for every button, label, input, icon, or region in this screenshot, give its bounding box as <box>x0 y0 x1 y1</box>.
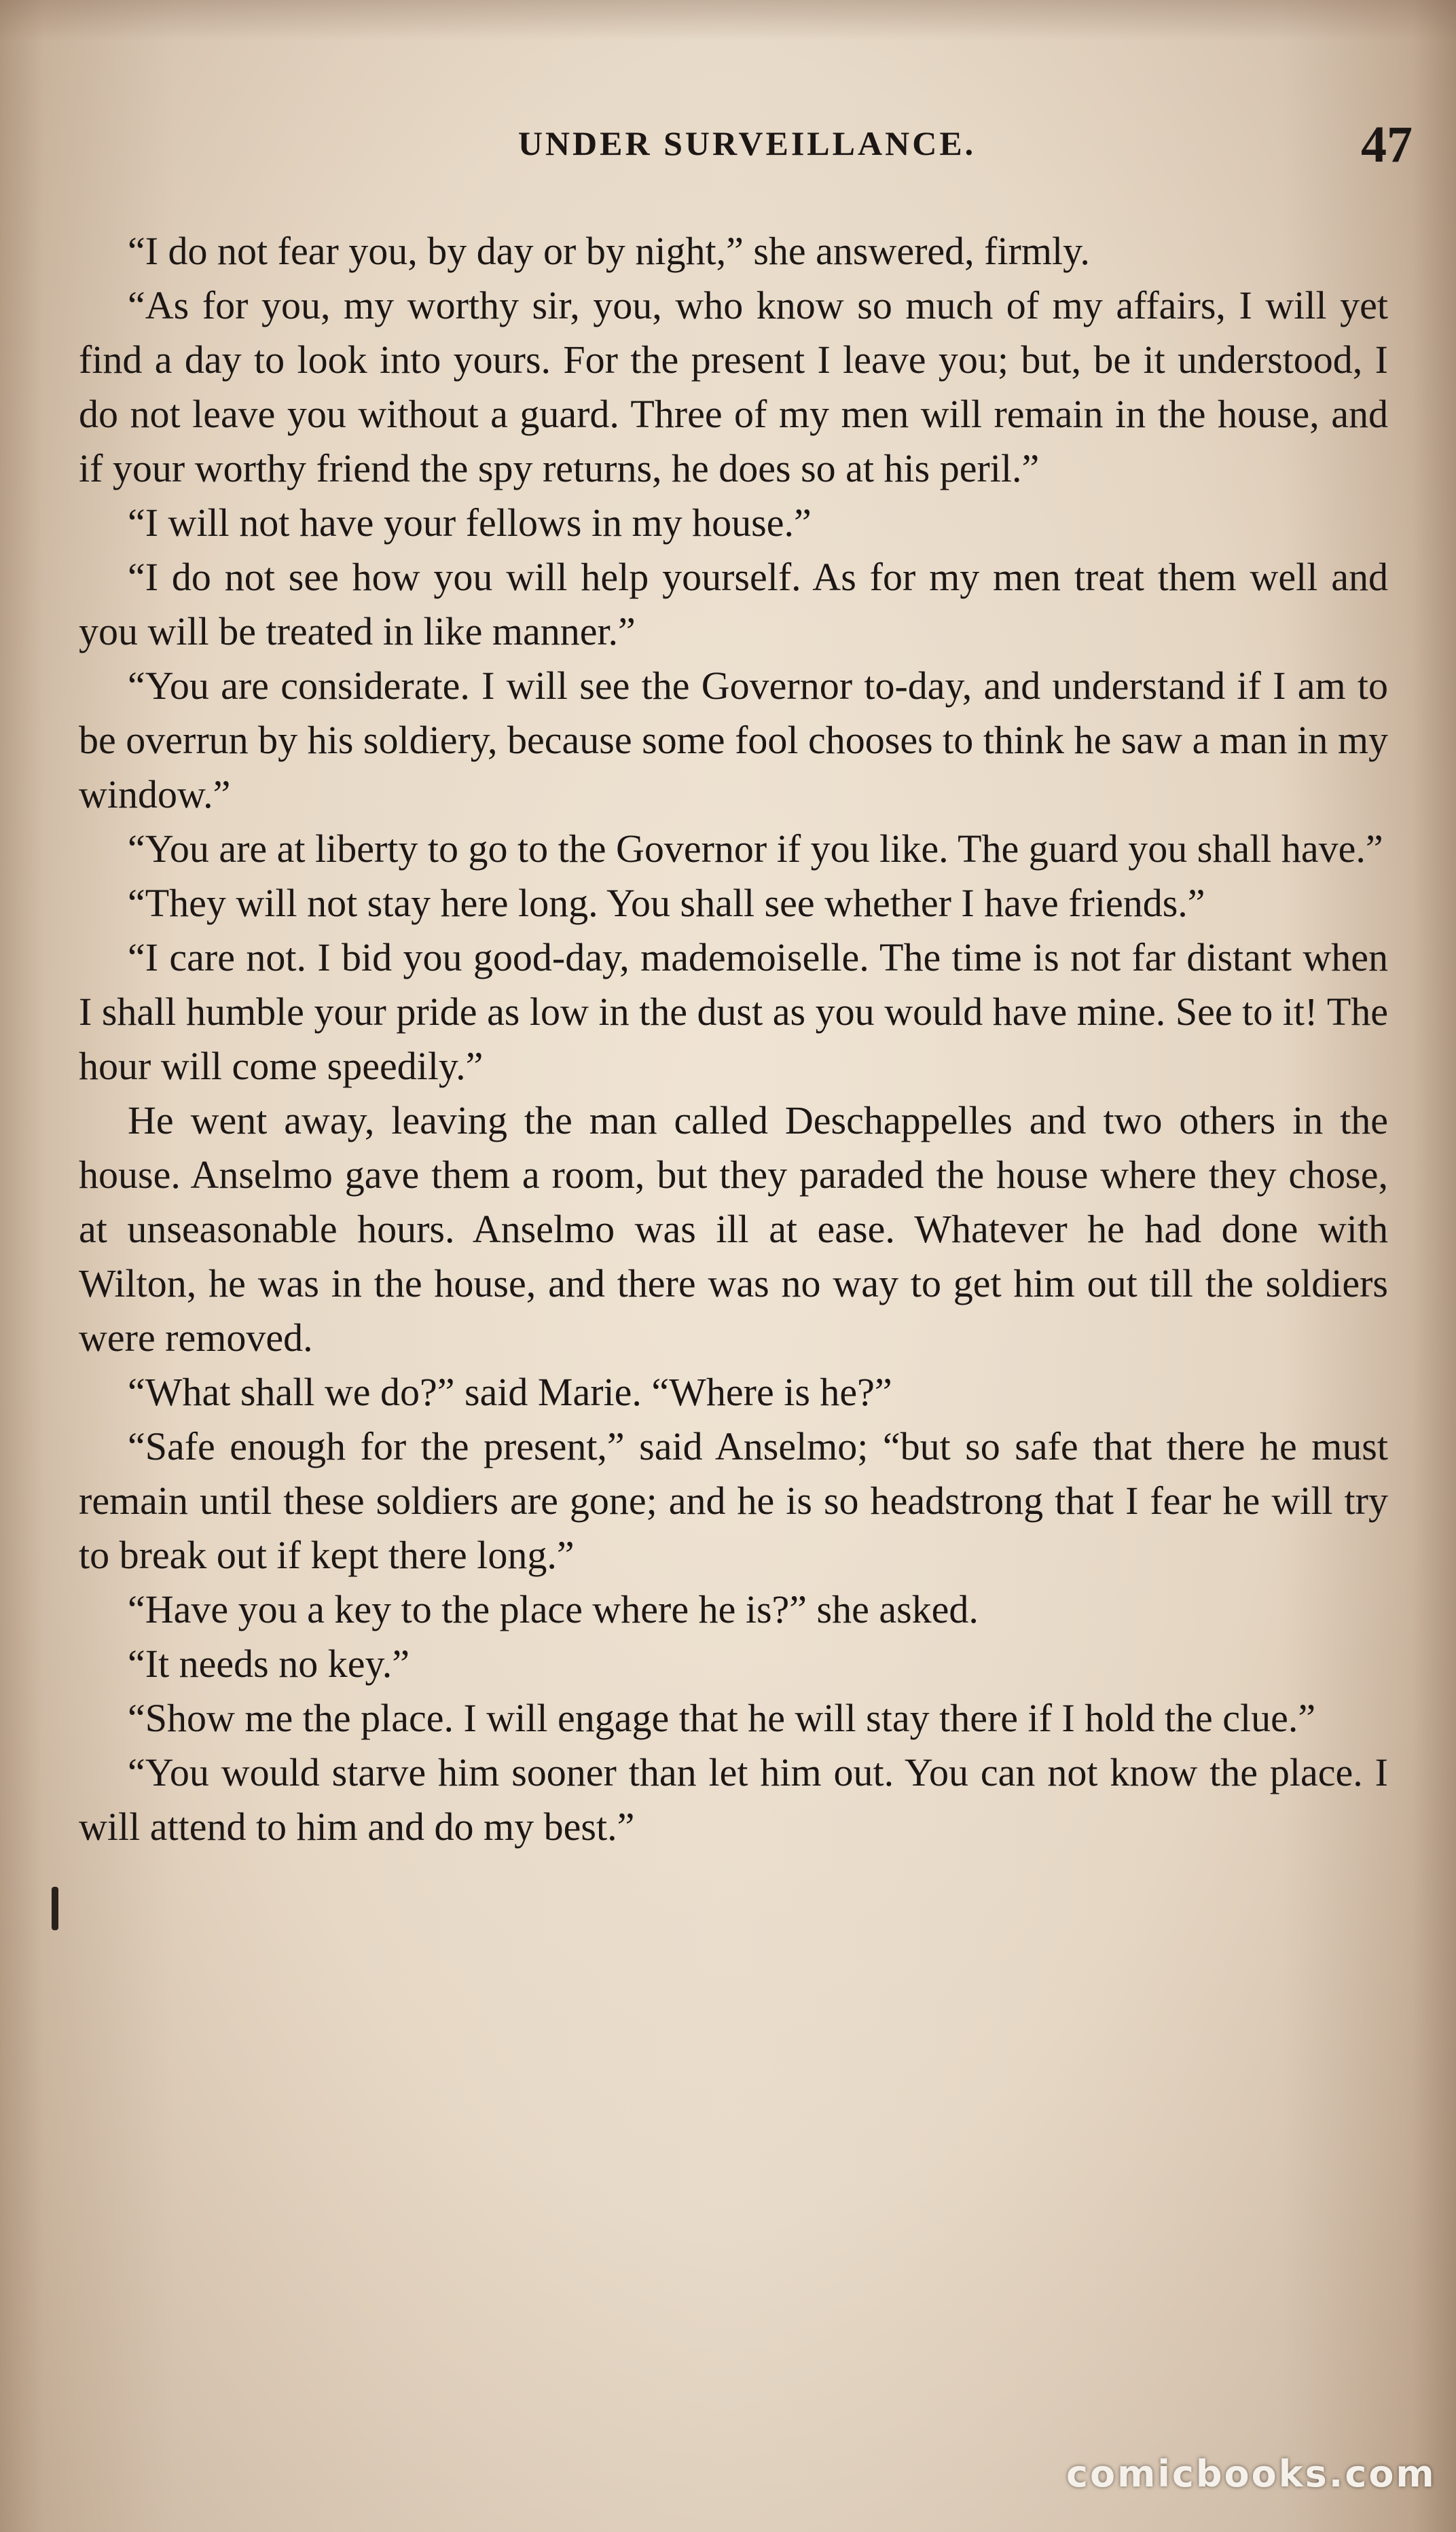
body-text <box>79 224 1388 2384</box>
paragraph: “It needs no key.” <box>128 1642 410 1686</box>
page-shadow <box>0 0 1456 41</box>
paragraph: “What shall we do?” said Marie. “Where is he?” <box>128 1370 892 1414</box>
paragraph: “You would starve him sooner than let him out. You can not know the place. I will attend to him and do my best.” <box>79 1750 1388 1849</box>
paragraph: “I do not fear you, by day or by night,” she answered, firmly. <box>128 229 1090 273</box>
page-number: 47 <box>1361 116 1413 173</box>
paragraph: “They will not stay here long. You shall see whether I have friends.” <box>128 881 1205 925</box>
margin-mark <box>52 1887 58 1930</box>
paragraph: “I care not. I bid you good-day, mademoiselle. The time is not far distant when I shall humble your pride as low in the dust as you would have mine. See to it! The hour will come speedily.” <box>79 935 1388 1088</box>
watermark: comicbooks.com <box>1066 2453 1436 2495</box>
paragraph: “You are at liberty to go to the Governor if you like. The guard you shall have.” <box>128 827 1383 871</box>
running-head: UNDER SURVEILLANCE. <box>517 124 977 162</box>
page-header <box>0 116 1456 174</box>
paragraph: “I do not see how you will help yourself. As for my men treat them well and you will be treated in like manner.” <box>79 555 1388 653</box>
paragraph: “I will not have your fellows in my house.” <box>128 501 812 545</box>
paragraph: “As for you, my worthy sir, you, who know so much of my affairs, I will yet find a day to look into yours. For the present I leave you; but, be it understood, I do not leave you without a guard. Three of my men will remain in the house, and if your worthy friend the spy returns, he does so at his peril.” <box>79 283 1388 490</box>
paragraph: “Show me the place. I will engage that he will stay there if I hold the clue.” <box>128 1696 1316 1740</box>
paragraph: “Have you a key to the place where he is?” she asked. <box>128 1587 979 1631</box>
paragraph: He went away, leaving the man called Deschappelles and two others in the house. Anselmo gave them a room, but they paraded the house where they chose, at unseasonable hours. Anselmo was ill at ease. Whatever he had done with Wilton, he was in the house, and there was no way to get him out till the soldiers were removed. <box>79 1098 1388 1360</box>
paragraph: “You are considerate. I will see the Governor to-day, and understand if I am to be overrun by his soldiery, because some fool chooses to think he saw a man in my window.” <box>79 664 1388 816</box>
paragraph: “Safe enough for the present,” said Anselmo; “but so safe that there he must remain until these soldiers are gone; and he is so headstrong that I fear he will try to break out if kept there long.” <box>79 1424 1388 1577</box>
